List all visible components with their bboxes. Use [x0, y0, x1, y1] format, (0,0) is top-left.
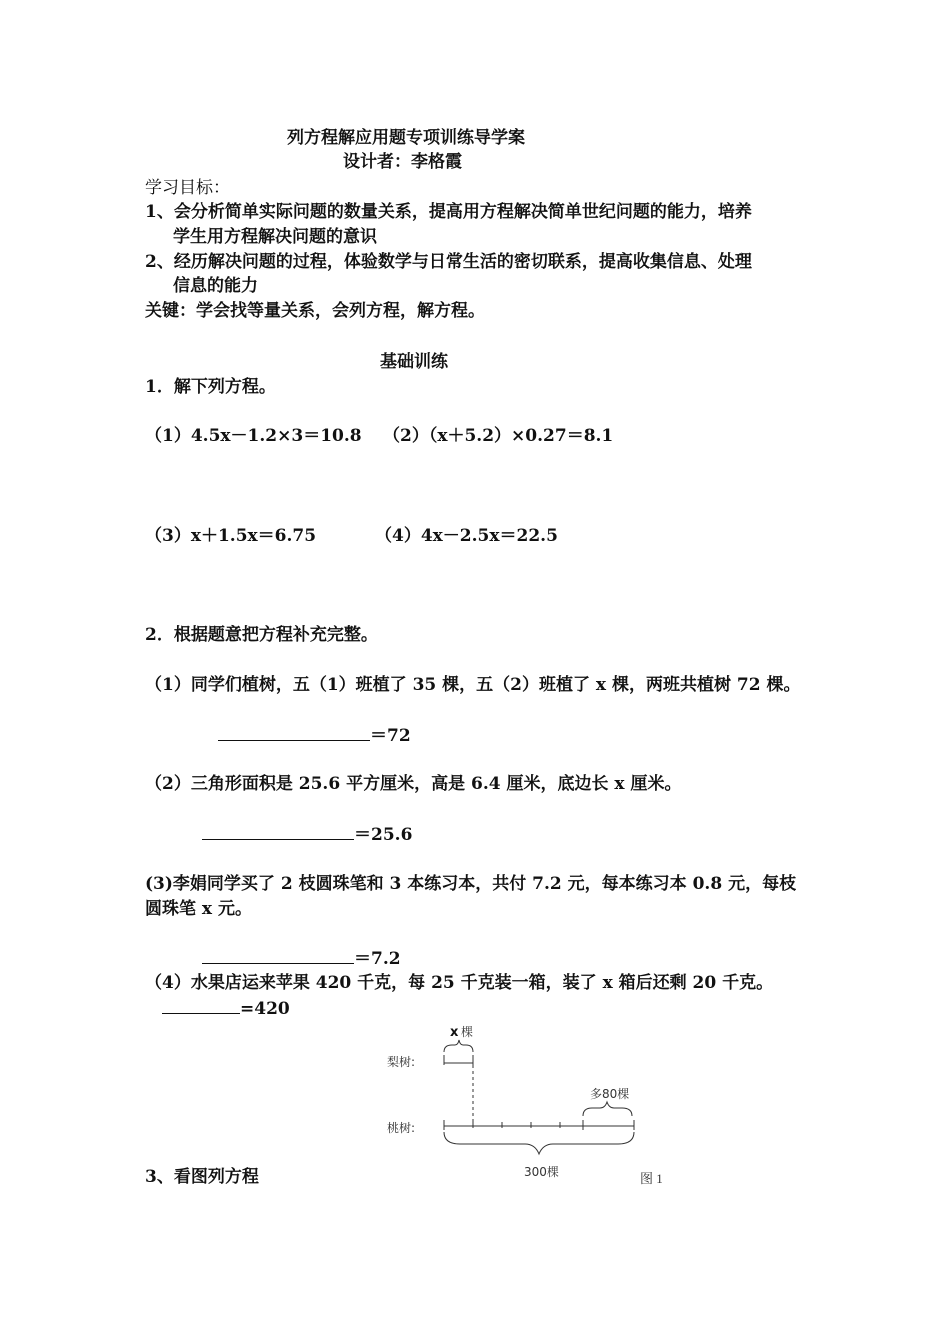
q1-equation-1: （1）4.5x－1.2×3＝10.8	[145, 426, 362, 446]
q2-heading: 2．根据题意把方程补充完整。	[145, 625, 378, 645]
q1-heading: 1．解下列方程。	[145, 377, 276, 397]
peach-tree-label: 桃树:	[387, 1121, 416, 1135]
designer-line: 设计者：李格霞	[343, 152, 462, 172]
answer-blank-1[interactable]	[218, 724, 370, 741]
objective-2-line-2: 信息的能力	[173, 276, 258, 296]
objectives-heading: 学习目标：	[145, 178, 230, 198]
answer-1-rhs: ＝72	[370, 726, 411, 746]
answer-blank-3[interactable]	[202, 947, 354, 964]
answer-blank-2[interactable]	[202, 823, 354, 840]
page-title: 列方程解应用题专项训练导学案	[287, 128, 525, 148]
more-brace	[583, 1102, 632, 1116]
pear-tree-label: 梨树:	[387, 1055, 416, 1069]
objective-2-line-1: 2、经历解决问题的过程，体验数学与日常生活的密切联系，提高收集信息、处理	[145, 252, 752, 272]
q2-problem-2: （2）三角形面积是 25.6 平方厘米，高是 6.4 厘米，底边长 x 厘米。	[145, 774, 682, 794]
q2-answer-4	[162, 997, 290, 1020]
q2-problem-3-line-2: 圆珠笔 x 元。	[145, 899, 252, 919]
figure-caption: 图 1	[640, 1171, 663, 1186]
q2-problem-4: （4）水果店运来苹果 420 千克，每 25 千克装一箱，装了 x 箱后还剩 20 千克。	[145, 973, 774, 993]
key-points: 关键：学会找等量关系，会列方程，解方程。	[145, 301, 485, 321]
more-label: 多80棵	[590, 1087, 630, 1101]
q2-answer-1	[218, 724, 411, 747]
total-brace	[444, 1132, 634, 1154]
q1-equation-3: （3）x＋1.5x＝6.75	[145, 526, 317, 546]
answer-blank-4[interactable]	[162, 997, 240, 1014]
q2-answer-3	[202, 947, 401, 970]
x-label: x	[450, 1025, 459, 1040]
q1-equation-4: （4）4x－2.5x＝22.5	[375, 526, 558, 546]
answer-4-rhs: =420	[240, 999, 290, 1019]
q3-heading: 3、看图列方程	[145, 1167, 259, 1187]
total-label: 300棵	[524, 1165, 559, 1179]
q2-problem-1: （1）同学们植树，五（1）班植了 35 棵，五（2）班植了 x 棵，两班共植树 72 棵。	[145, 675, 801, 695]
x-brace	[444, 1040, 473, 1052]
section-title: 基础训练	[380, 352, 448, 372]
answer-2-rhs: ＝25.6	[354, 825, 413, 845]
q2-problem-3-line-1: (3)李娟同学买了 2 枝圆珠笔和 3 本练习本，共付 7.2 元，每本练习本 0.8 元，每枝	[145, 874, 797, 894]
q2-answer-2	[202, 823, 412, 846]
objective-1-line-1: 1、会分析简单实际问题的数量关系，提高用方程解决简单世纪问题的能力，培养	[145, 202, 752, 222]
x-unit-label: 棵	[461, 1025, 474, 1039]
answer-3-rhs: ＝7.2	[354, 949, 401, 969]
objective-1-line-2: 学生用方程解决问题的意识	[173, 227, 377, 247]
tree-diagram	[370, 1020, 650, 1185]
q1-equation-2: （2）（x＋5.2）×0.27＝8.1	[383, 426, 614, 446]
